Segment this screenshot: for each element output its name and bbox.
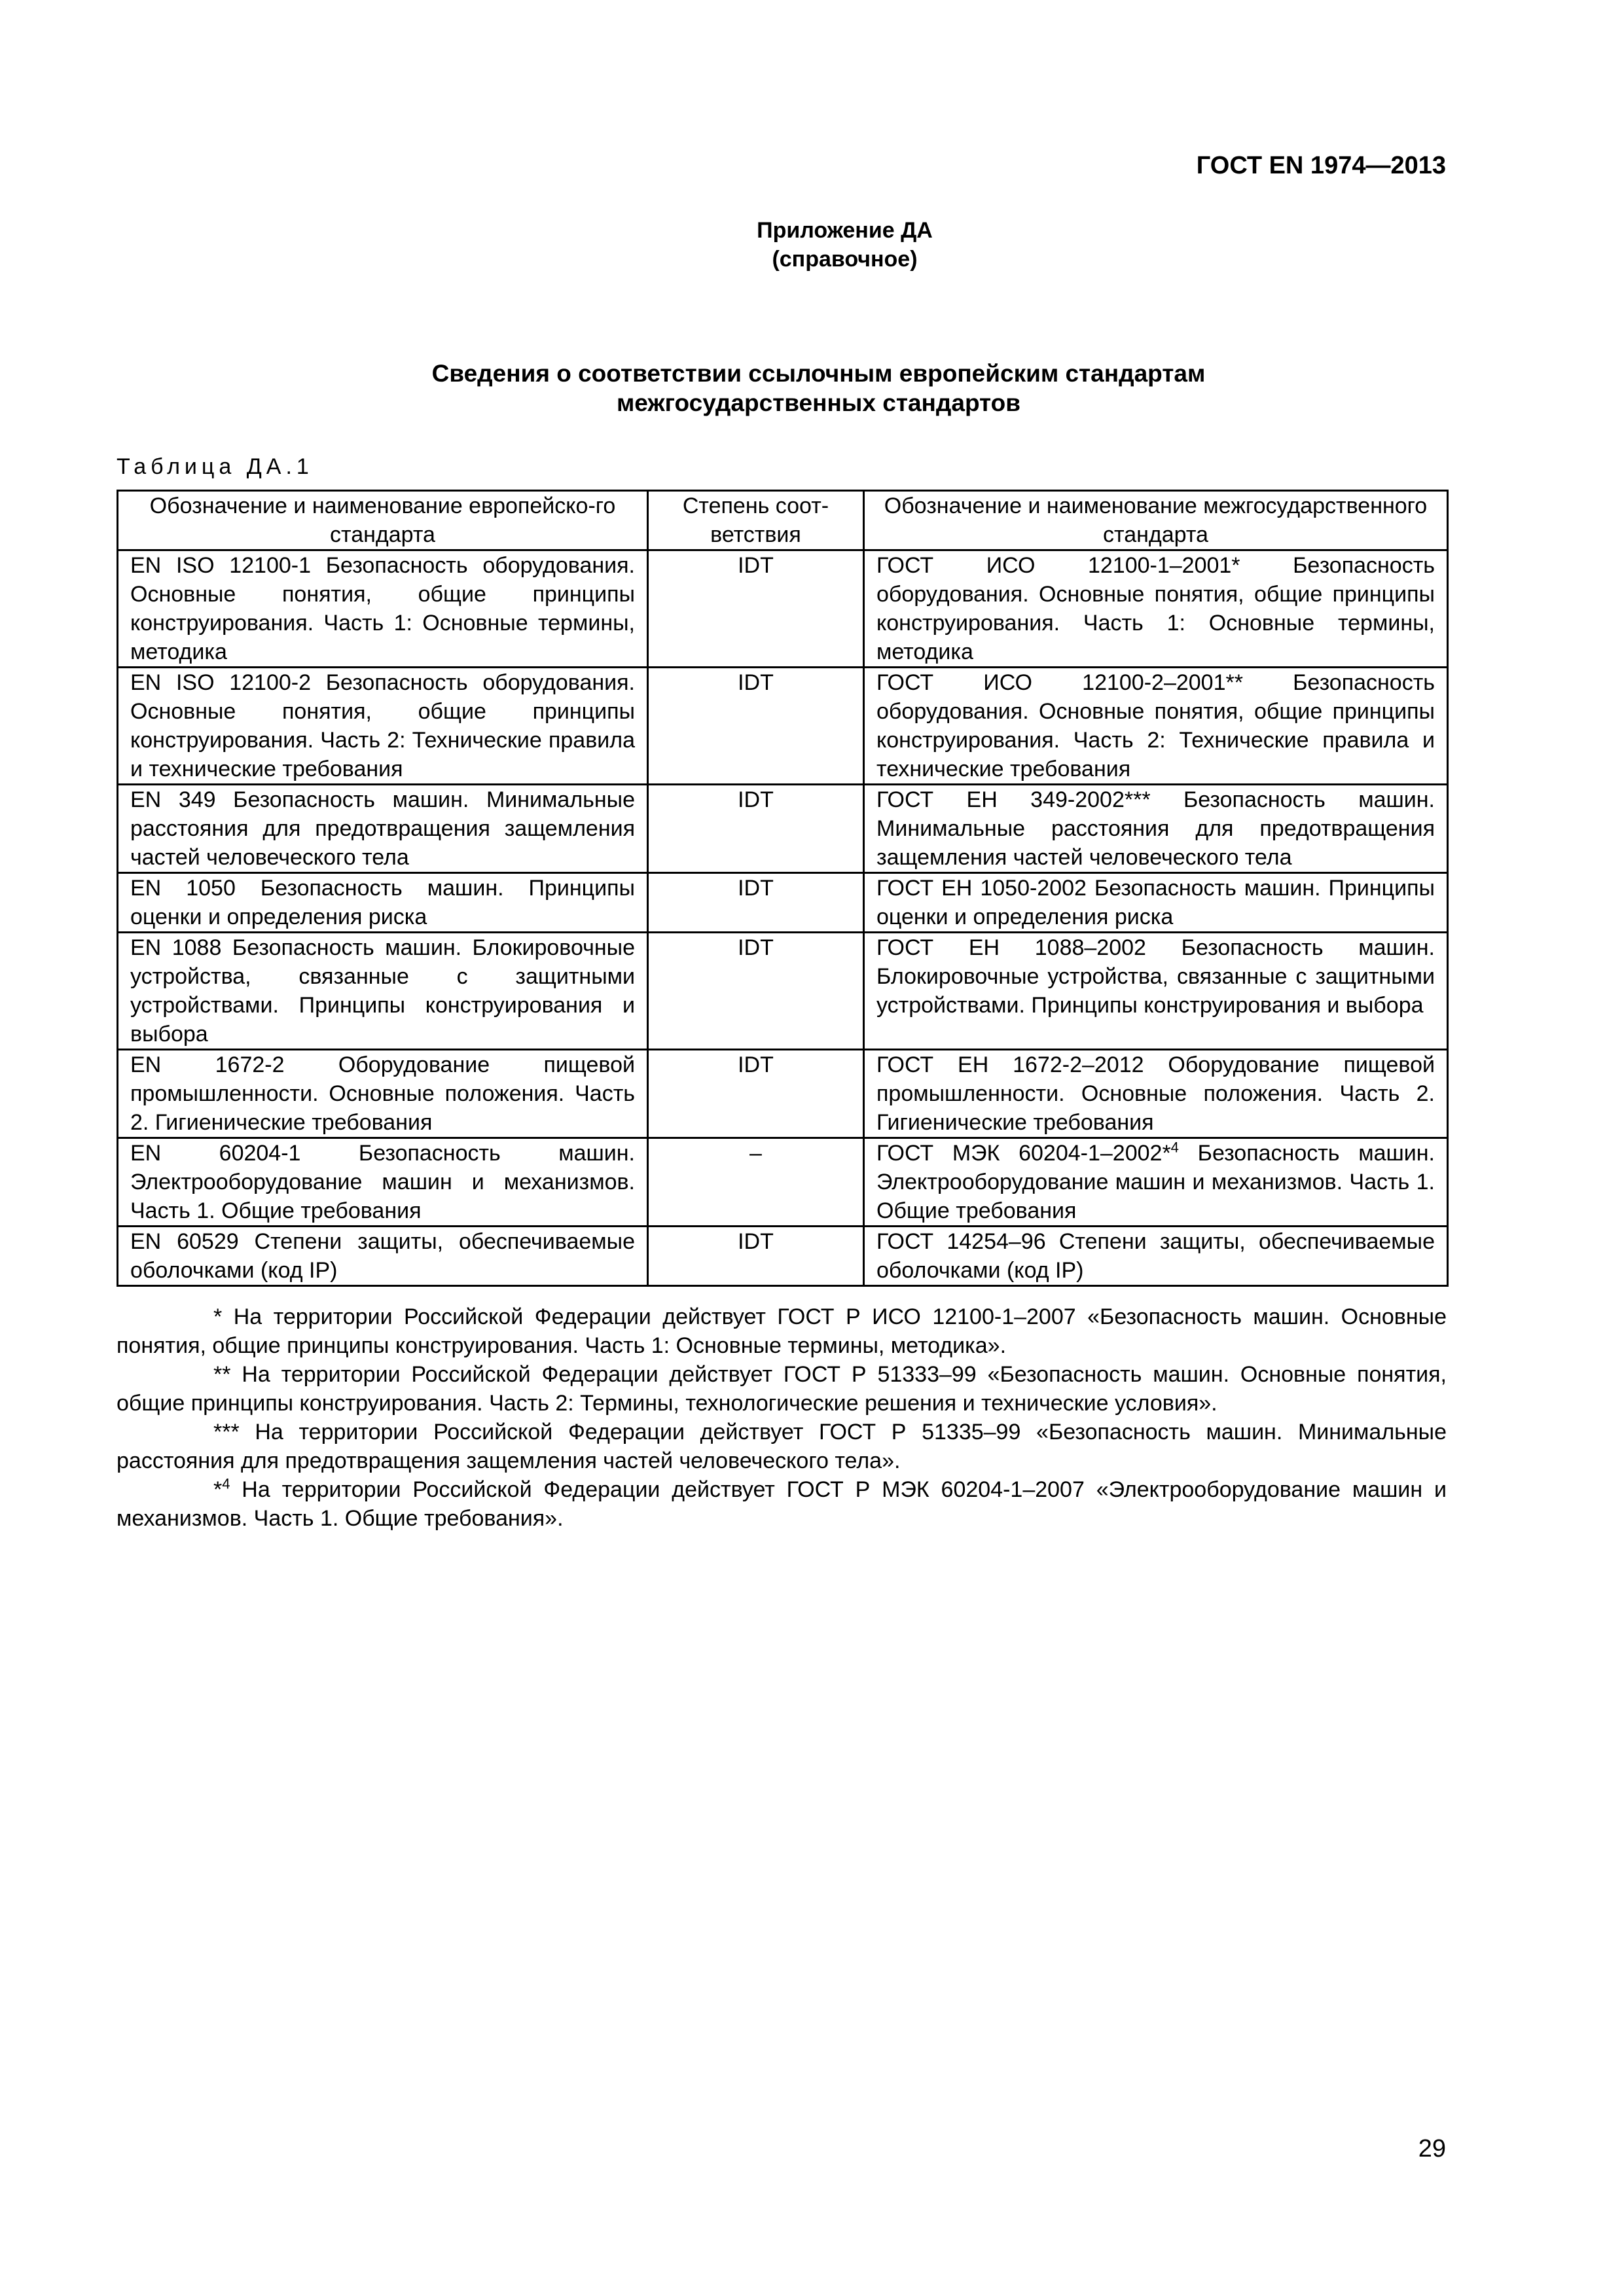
interstate-standard-code: ГОСТ МЭК 60204-1–2002* bbox=[876, 1141, 1171, 1166]
footnote: * На территории Российской Федерации действует ГОСТ Р ИСО 12100-1–2007 «Безопасность машин. Основные понятия, общие принципы конструирования. Часть 1: Основные термины, методика». bbox=[117, 1304, 1447, 1358]
degree-cell: IDT bbox=[648, 1050, 864, 1138]
interstate-standard-cell: ГОСТ ИСО 12100-1–2001* Безопасность оборудования. Основные понятия, общие принципы конструирования. Часть 1: Основные термины, методика bbox=[864, 550, 1448, 668]
appendix-heading bbox=[0, 216, 1624, 274]
footnote-superscript: 4 bbox=[1170, 1139, 1179, 1156]
european-standard-cell: EN 1050 Безопасность машин. Принципы оценки и определения риска bbox=[118, 873, 648, 933]
degree-cell: – bbox=[648, 1138, 864, 1227]
table-row bbox=[118, 873, 1448, 933]
degree-cell: IDT bbox=[648, 550, 864, 668]
table-row bbox=[118, 1227, 1448, 1286]
table-caption: Таблица ДА.1 bbox=[117, 454, 314, 479]
european-standard-cell: EN ISO 12100-2 Безопасность оборудования. Основные понятия, общие принципы конструирования. Часть 2: Технические правила и технические требования bbox=[118, 668, 648, 785]
appendix-subtitle: (справочное) bbox=[772, 247, 918, 272]
table-row bbox=[118, 668, 1448, 785]
degree-cell: IDT bbox=[648, 1227, 864, 1286]
appendix-title: Приложение ДА bbox=[757, 218, 933, 243]
interstate-standard-cell bbox=[864, 1138, 1448, 1227]
interstate-standard-cell: ГОСТ ИСО 12100-2–2001** Безопасность оборудования. Основные понятия, общие принципы конструирования. Часть 2: Технические правила и технические требования bbox=[864, 668, 1448, 785]
european-standard-cell: EN 60204-1 Безопасность машин. Электрооборудование машин и механизмов. Часть 1. Общие требования bbox=[118, 1138, 648, 1227]
european-standard-cell: EN 1088 Безопасность машин. Блокировочные устройства, связанные с защитными устройствами. Принципы конструирования и выбора bbox=[118, 933, 648, 1050]
degree-cell: IDT bbox=[648, 668, 864, 785]
section-title-line-2: межгосударственных стандартов bbox=[616, 389, 1021, 416]
degree-cell: IDT bbox=[648, 785, 864, 873]
footnote-superscript: 4 bbox=[222, 1475, 230, 1492]
interstate-standard-cell: ГОСТ ЕН 1088–2002 Безопасность машин. Блокировочные устройства, связанные с защитными устройствами. Принципы конструирования и выбора bbox=[864, 933, 1448, 1050]
page-number: 29 bbox=[1418, 2135, 1446, 2162]
table-row bbox=[118, 933, 1448, 1050]
european-standard-cell: EN 60529 Степени защиты, обеспечиваемые оболочками (код IP) bbox=[118, 1227, 648, 1286]
interstate-standard-cell: ГОСТ ЕН 349-2002*** Безопасность машин. Минимальные расстояния для предотвращения защемления частей человеческого тела bbox=[864, 785, 1448, 873]
interstate-standard-title: Безопасность машин. Электрооборудование машин и механизмов. Часть 1. Общие требования bbox=[876, 1141, 1435, 1223]
european-standard-cell: EN 349 Безопасность машин. Минимальные расстояния для предотвращения защемления частей человеческого тела bbox=[118, 785, 648, 873]
european-standard-cell: EN 1672-2 Оборудование пищевой промышленности. Основные положения. Часть 2. Гигиенические требования bbox=[118, 1050, 648, 1138]
european-standard-cell: EN ISO 12100-1 Безопасность оборудования. Основные понятия, общие принципы конструирования. Часть 1: Основные термины, методика bbox=[118, 550, 648, 668]
interstate-standard-cell: ГОСТ ЕН 1050-2002 Безопасность машин. Принципы оценки и определения риска bbox=[864, 873, 1448, 933]
header-interstate-standard: Обозначение и наименование межгосударственного стандарта bbox=[864, 491, 1448, 550]
interstate-standard-cell: ГОСТ 14254–96 Степени защиты, обеспечиваемые оболочками (код IP) bbox=[864, 1227, 1448, 1286]
correspondence-table bbox=[117, 490, 1449, 1287]
table-row bbox=[118, 1138, 1448, 1227]
table-header-row bbox=[118, 491, 1448, 550]
header-degree: Степень соот-ветствия bbox=[648, 491, 864, 550]
table-row bbox=[118, 550, 1448, 668]
footnote: *** На территории Российской Федерации действует ГОСТ Р 51335–99 «Безопасность машин. Минимальные расстояния для предотвращения защемления частей человеческого тела». bbox=[117, 1420, 1447, 1473]
section-title bbox=[0, 359, 1624, 418]
footnotes bbox=[117, 1302, 1447, 1533]
footnote-text: На территории Российской Федерации действует ГОСТ Р МЭК 60204-1–2007 «Электрооборудование машин и механизмов. Часть 1. Общие требования». bbox=[117, 1477, 1447, 1531]
header-european-standard: Обозначение и наименование европейско-го стандарта bbox=[118, 491, 648, 550]
footnote: ** На территории Российской Федерации действует ГОСТ Р 51333–99 «Безопасность машин. Основные понятия, общие принципы конструирования. Часть 2: Термины, технологические решения и технические условия». bbox=[117, 1362, 1447, 1416]
interstate-standard-cell: ГОСТ ЕН 1672-2–2012 Оборудование пищевой промышленности. Основные положения. Часть 2. Гигиенические требования bbox=[864, 1050, 1448, 1138]
document-code: ГОСТ EN 1974—2013 bbox=[1196, 152, 1446, 179]
degree-cell: IDT bbox=[648, 873, 864, 933]
degree-cell: IDT bbox=[648, 933, 864, 1050]
table-row bbox=[118, 785, 1448, 873]
footnote bbox=[117, 1475, 1447, 1533]
section-title-line-1: Сведения о соответствии ссылочным европейским стандартам bbox=[431, 360, 1206, 387]
footnote-marker: * bbox=[213, 1477, 223, 1502]
table-row bbox=[118, 1050, 1448, 1138]
